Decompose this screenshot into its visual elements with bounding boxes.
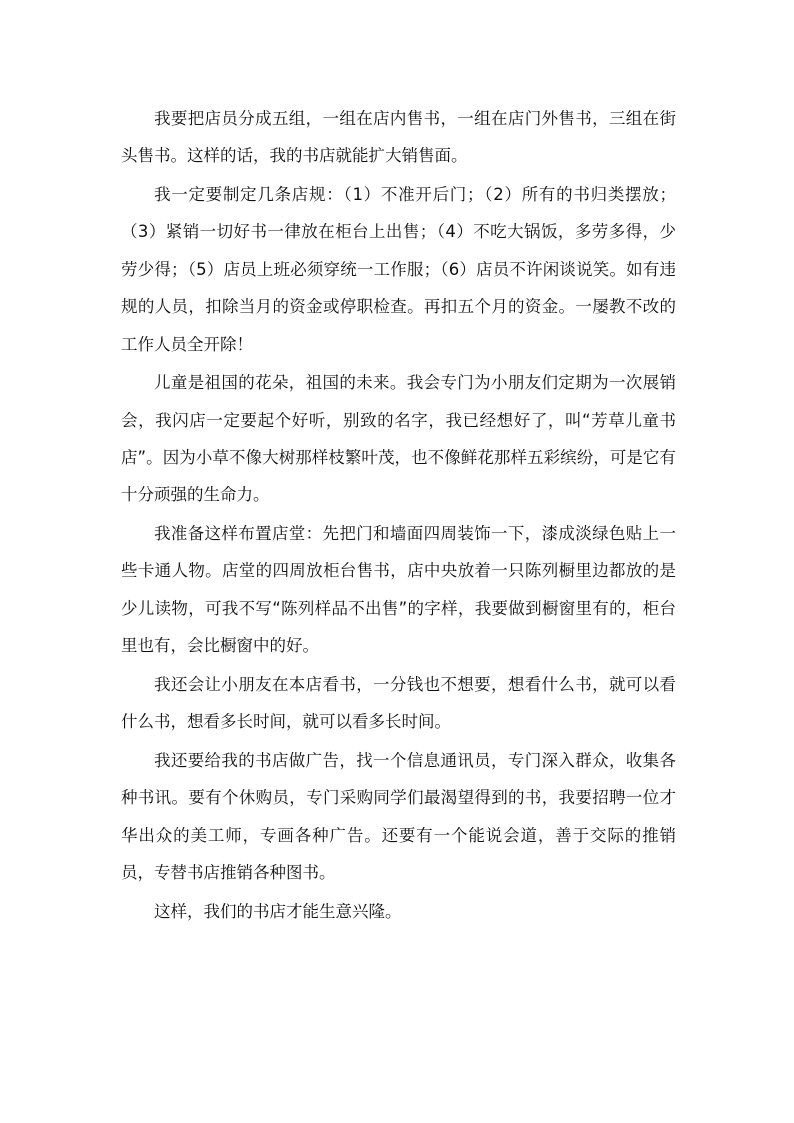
paragraph-conclusion: 这样，我们的书店才能生意兴隆。 [154, 901, 402, 921]
paragraph-store-layout: 我准备这样布置店堂：先把门和墙面四周装饰一下，漆成淡绿色贴上一些卡通人物。店堂的四周放柜台售书，店中央放着一只陈列橱里边都放的是少儿读物，可我不写“陈列样品不出售”的字样，我要做到橱窗里有的，柜台里也有，会比橱窗中的好。 [121, 524, 676, 656]
paragraph-staff-groups: 我要把店员分成五组，一组在店内售书，一组在店门外售书，三组在街头售书。这样的话，我的书店就能扩大销售面。 [121, 109, 676, 166]
paragraph-free-reading: 我还会让小朋友在本店看书，一分钱也不想要，想看什么书，就可以看什么书，想看多长时间，就可以看多长时间。 [121, 674, 676, 732]
paragraph-children-bookstore: 儿童是祖国的花朵，祖国的未来。我会专门为小朋友们定期为一次展销会，我闪店一定要起个好听，别致的名字，我已经想好了，叫“芳草儿童书店”。因为小草不像大树那样枝繁叶茂，也不像鲜花那样五彩缤纷，可是它有十分顽强的生命力。 [121, 373, 676, 505]
paragraph-store-rules: 我一定要制定几条店规：（1）不准开后门；（2）所有的书归类摆放；（3）紧销一切好书一律放在柜台上出售；（4）不吃大锅饭，多劳多得，少劳少得；（5）店员上班必须穿统一工作服；（6）店员不许闲谈说笑。如有违规的人员，扣除当月的资金或停职检查。再扣五个月的资金。一屡教不改的工作人员全开除！ [121, 185, 676, 354]
paragraph-advertising: 我还要给我的书店做广告，找一个信息通讯员，专门深入群众，收集各种书讯。要有个休购员，专门采购同学们最渴望得到的书，我要招聘一位才华出众的美工师，专画各种广告。还要有一个能说会道，善于交际的推销员，专替书店推销各种图书。 [121, 750, 676, 883]
document-body [121, 100, 676, 931]
